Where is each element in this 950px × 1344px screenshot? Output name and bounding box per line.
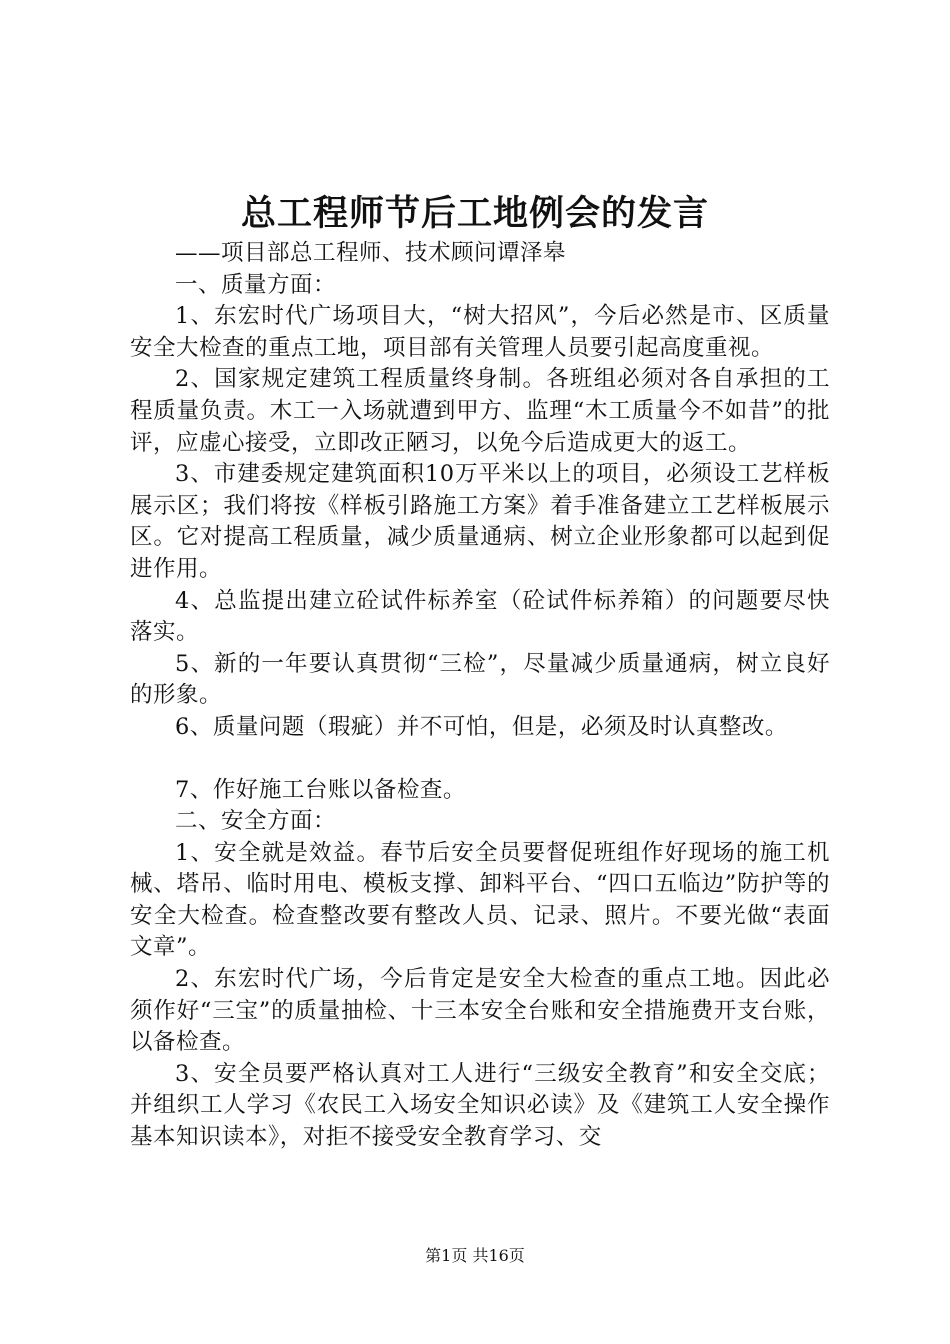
quality-item-7: 7、作好施工台账以备检查。 — [175, 776, 466, 803]
safety-item-2: 2、东宏时代广场，今后肯定是安全大检查的重点工地。因此必须作好“三宝”的质量抽检、十三本安全台账和安全措施费开支台账，以备检查。 — [130, 966, 830, 1056]
section-heading-quality: 一、质量方面： — [175, 271, 337, 298]
quality-item-1: 1、东宏时代广场项目大，“树大招风”，今后必然是市、区质量安全大检查的重点工地，项目部有关管理人员要引起高度重视。 — [130, 303, 830, 361]
document-title: 总工程师节后工地例会的发言 — [240, 194, 709, 234]
quality-item-4: 4、总监提出建立砼试件标养室（砼试件标养箱）的问题要尽快落实。 — [130, 587, 830, 646]
page-footer: 第1页 共16页 — [425, 1246, 525, 1265]
quality-item-2: 2、国家规定建筑工程质量终身制。各班组必须对各自承担的工程质量负责。木工一入场就遭到甲方、监理“木工质量今不如昔”的批评，应虚心接受，立即改正陋习，以免今后造成更大的返工。 — [130, 366, 830, 456]
quality-item-6: 6、质量问题（瑕疵）并不可怕，但是，必须及时认真整改。 — [175, 713, 788, 740]
safety-item-1: 1、安全就是效益。春节后安全员要督促班组作好现场的施工机械、塔吊、临时用电、模板支撑、卸料平台、“四口五临边”防护等的安全大检查。检查整改要有整改人员、记录、照片。不要光做“表面文章”。 — [130, 839, 830, 961]
quality-item-3: 3、市建委规定建筑面积10万平米以上的项目，必须设工艺样板展示区；我们将按《样板引路施工方案》着手准备建立工艺样板展示区。它对提高工程质量，减少质量通病、树立企业形象都可以起到促进作用。 — [130, 461, 830, 582]
quality-item-5: 5、新的一年要认真贯彻“三检”，尽量减少质量通病，树立良好的形象。 — [130, 650, 830, 709]
section-heading-safety: 二、安全方面： — [175, 808, 337, 835]
document-body — [130, 238, 830, 1154]
safety-item-3: 3、安全员要严格认真对工人进行“三级安全教育”和安全交底；并组织工人学习《农民工入场安全知识必读》及《建筑工人安全操作基本知识读本》，对拒不接受安全教育学习、交 — [130, 1060, 830, 1151]
author-line: ——项目部总工程师、技术顾问谭泽皋 — [175, 240, 567, 266]
